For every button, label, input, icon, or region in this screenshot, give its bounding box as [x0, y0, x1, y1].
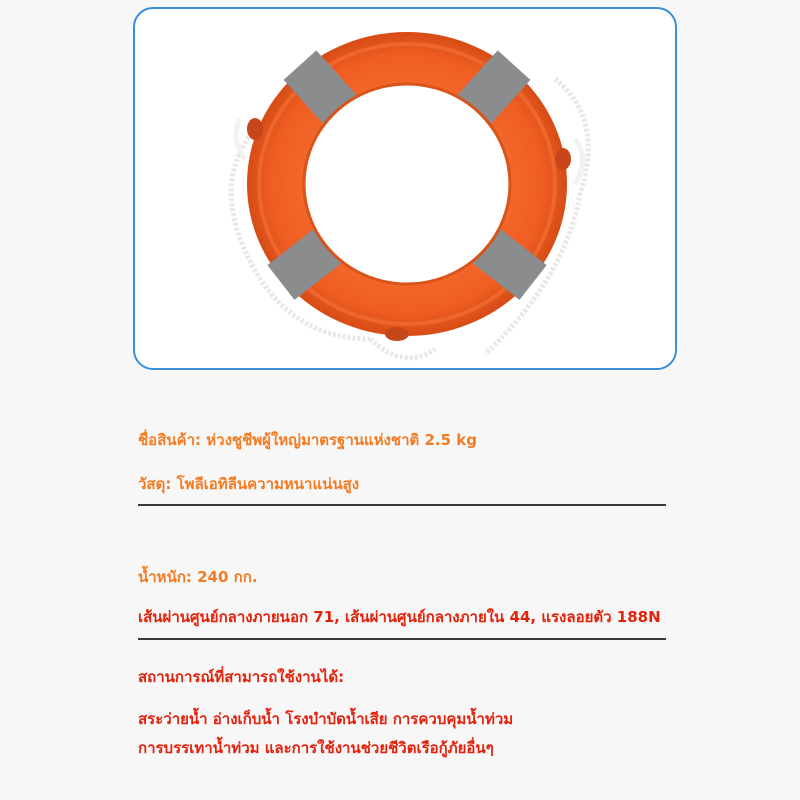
- divider: [138, 638, 666, 640]
- lifebuoy-icon: [135, 9, 675, 368]
- dimensions-line: เส้นผ่านศูนย์กลางภายนอก 71, เส้นผ่านศูนย์กลางภายใน 44, แรงลอยตัว 188N: [138, 608, 661, 626]
- product-photo-card: [133, 7, 677, 370]
- material-line: วัสดุ: โพลีเอทิลีนความหนาแน่นสูง: [138, 475, 360, 493]
- scenarios-heading: สถานการณ์ที่สามารถใช้งานได้:: [138, 668, 345, 686]
- weight-line: น้ำหนัก: 240 กก.: [138, 568, 258, 586]
- product-name-line: ชื่อสินค้า: ห่วงชูชีพผู้ใหญ่มาตรฐานแห่งชาติ 2.5 kg: [138, 431, 477, 449]
- divider: [138, 504, 666, 506]
- scenarios-line-2: การบรรเทาน้ำท่วม และการใช้งานช่วยชีวิตเรือกู้ภัยอื่นๆ: [138, 739, 494, 757]
- scenarios-line-1: สระว่ายน้ำ อ่างเก็บน้ำ โรงบำบัดน้ำเสีย การควบคุมน้ำท่วม: [138, 710, 514, 728]
